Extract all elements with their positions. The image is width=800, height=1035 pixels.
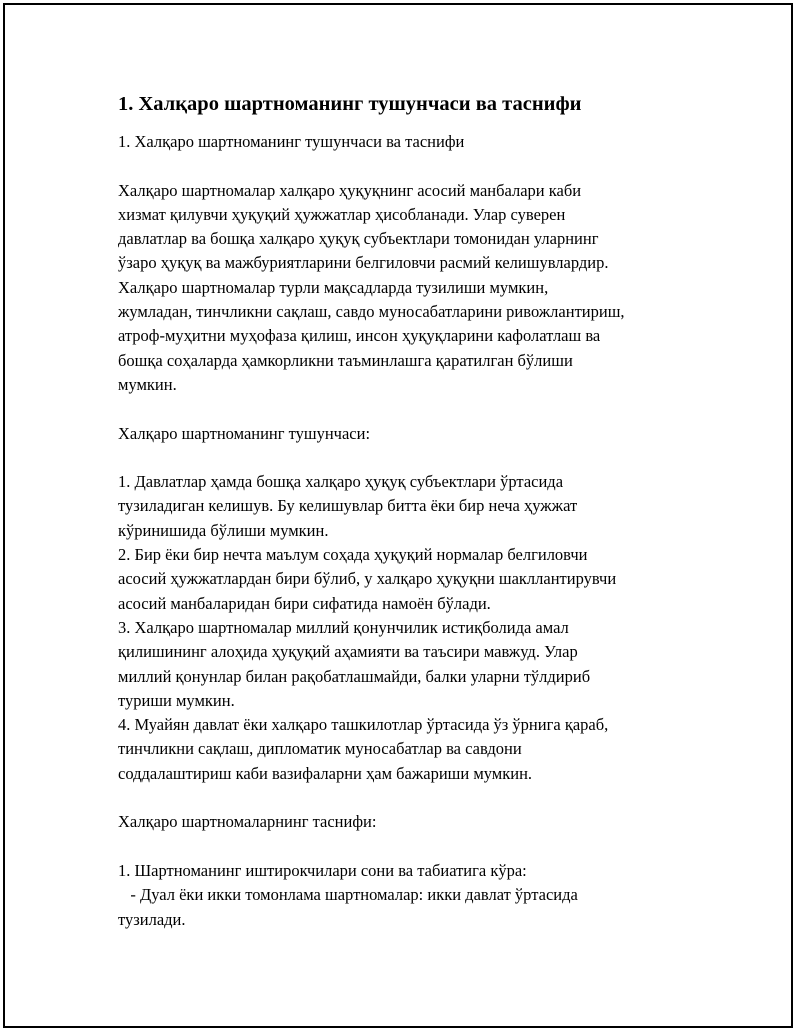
concept-list (118, 470, 678, 786)
classification-heading: Халқаро шартномаларнинг таснифи: (118, 812, 377, 832)
intro-line: мумкин. (118, 374, 177, 394)
concept-line: қилишининг алоҳида ҳуқуқий аҳамияти ва таъсири мавжуд. Улар (118, 642, 578, 662)
concept-line: тузиладиган келишув. Бу келишувлар битта ёки бир неча ҳужжат (118, 496, 578, 516)
concept-line: кўринишида бўлиши мумкин. (118, 520, 329, 540)
document-title: 1. Халқаро шартноманинг тушунчаси ва таснифи (118, 93, 582, 115)
classification-line: тузилади. (118, 909, 186, 929)
document-subtitle: 1. Халқаро шартноманинг тушунчаси ва таснифи (118, 132, 465, 151)
intro-line: Халқаро шартномалар турли мақсадларда тузилиши мумкин, (118, 277, 549, 297)
intro-line: хизмат қилувчи ҳуқуқий ҳужжатлар ҳисобланади. Улар суверен (118, 204, 566, 224)
intro-line: давлатлар ва бошқа халқаро ҳуқуқ субъектлари томонидан уларнинг (118, 229, 599, 249)
intro-line: бошқа соҳаларда ҳамкорликни таъминлашга қаратилган бўлиши (118, 350, 573, 370)
document-body (118, 90, 678, 956)
concept-heading: Халқаро шартноманинг тушунчаси: (118, 423, 371, 443)
concept-line: асосий манбаларидан бири сифатида намоён бўлади. (118, 593, 491, 613)
classification-line: - Дуал ёки икки томонлама шартномалар: икки давлат ўртасида (118, 885, 578, 905)
concept-line: 4. Муайян давлат ёки халқаро ташкилотлар ўртасида ўз ўрнига қараб, (118, 715, 609, 735)
concept-line: 2. Бир ёки бир нечта маълум соҳада ҳуқуқий нормалар белгиловчи (118, 545, 588, 565)
intro-line: атроф-муҳитни муҳофаза қилиш, инсон ҳуқуқларини кафолатлаш ва (118, 326, 601, 346)
intro-paragraph (118, 179, 678, 398)
concept-line: туриши мумкин. (118, 690, 235, 710)
concept-line: асосий ҳужжатлардан бири бўлиб, у халқаро ҳуқуқни шакллантирувчи (118, 569, 617, 589)
classification-list (118, 859, 678, 932)
concept-line: соддалаштириш каби вазифаларни ҳам бажариши мумкин. (118, 763, 533, 783)
concept-line: тинчликни сақлаш, дипломатик муносабатлар ва савдони (118, 739, 522, 759)
intro-line: ўзаро ҳуқуқ ва мажбуриятларини белгиловчи расмий келишувлардир. (118, 253, 609, 273)
concept-line: миллий қонунлар билан рақобатлашмайди, балки уларни тўлдириб (118, 666, 591, 686)
concept-line: 1. Давлатлар ҳамда бошқа халқаро ҳуқуқ субъектлари ўртасида (118, 472, 564, 492)
intro-line: Халқаро шартномалар халқаро ҳуқуқнинг асосий манбалари каби (118, 180, 582, 200)
classification-line: 1. Шартноманинг иштирокчилари сони ва табиатига кўра: (118, 860, 527, 880)
intro-line: жумладан, тинчликни сақлаш, савдо муносабатларини ривожлантириш, (118, 302, 625, 322)
concept-line: 3. Халқаро шартномалар миллий қонунчилик истиқболида амал (118, 617, 569, 637)
